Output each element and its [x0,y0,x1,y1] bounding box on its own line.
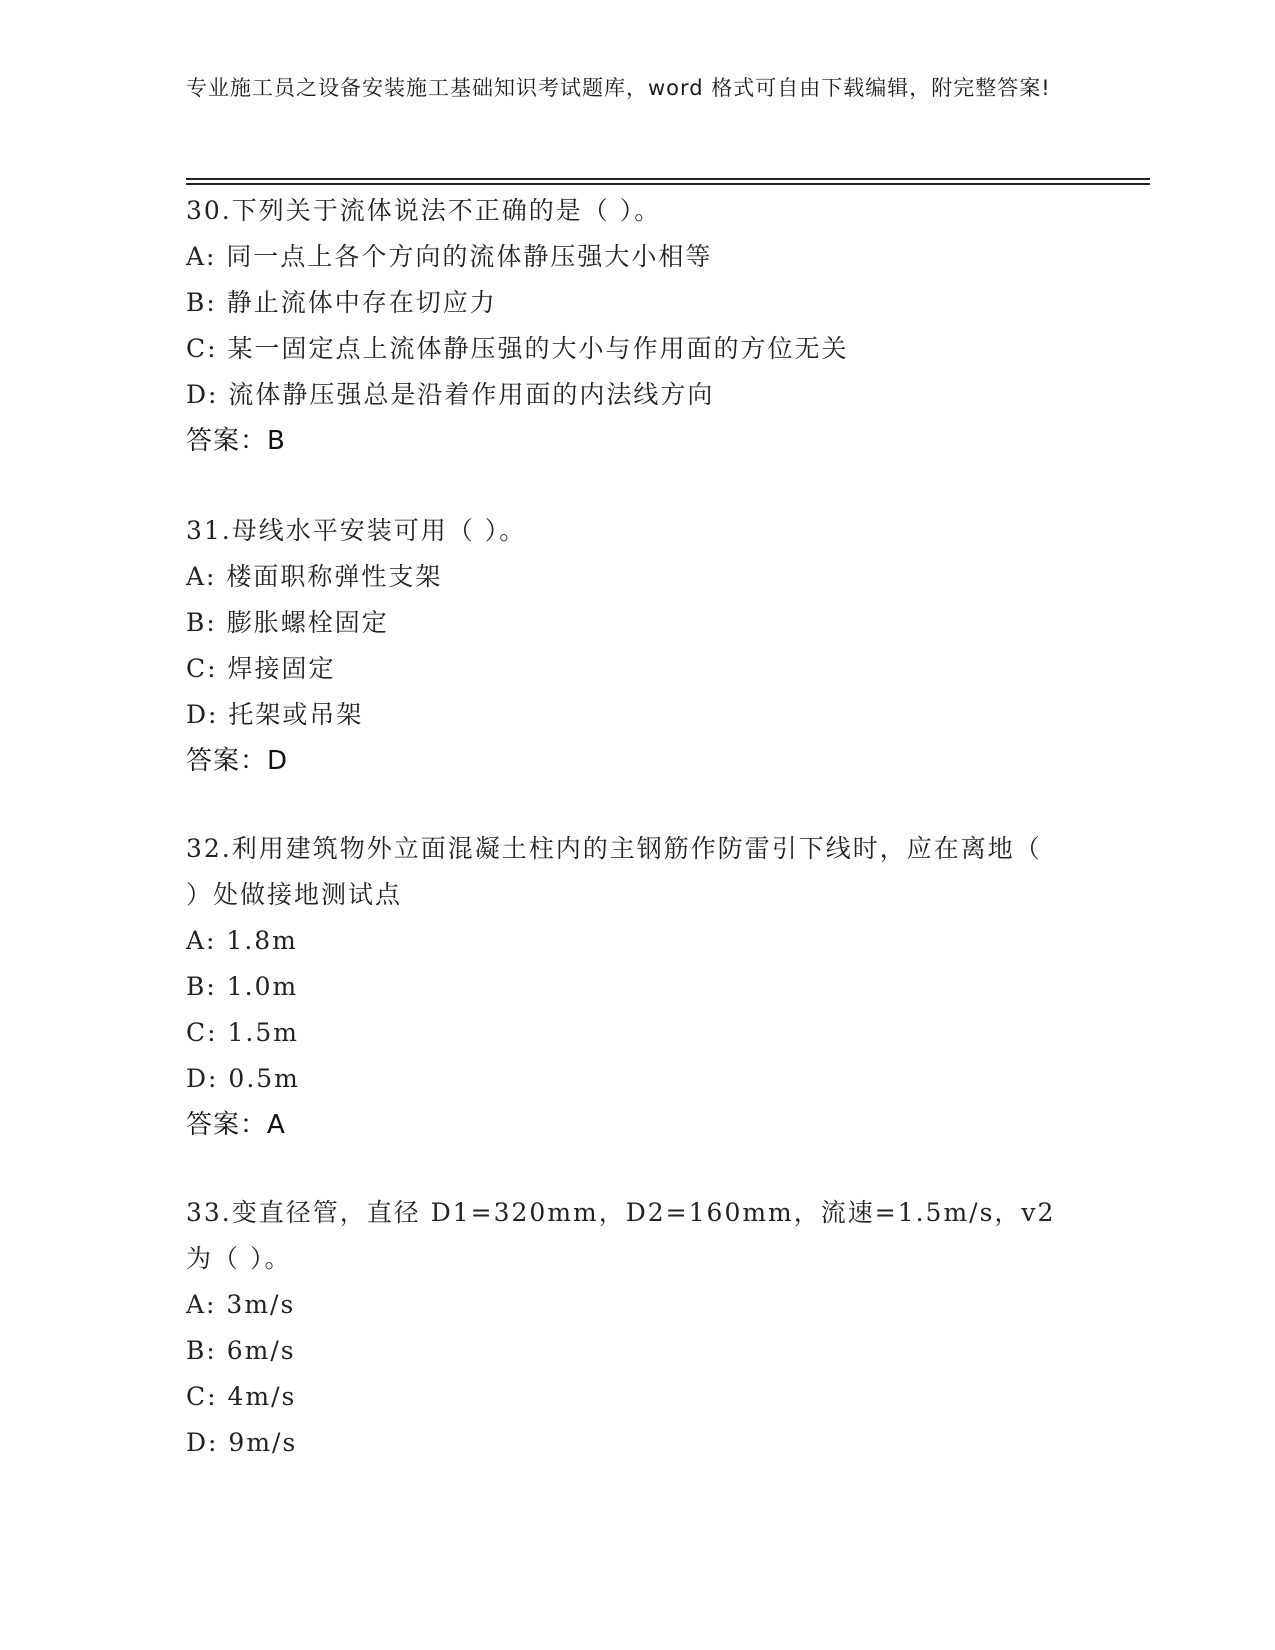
option-b: B: 6m/s [186,1336,296,1365]
option-c: C: 1.5m [186,1018,299,1047]
question-33 [186,1190,1086,1466]
option-c: C: 焊接固定 [186,654,336,683]
question-31 [186,508,1086,784]
option-d: D: 流体静压强总是沿着作用面的内法线方向 [186,380,715,409]
header-divider-bottom [186,183,1150,185]
document-header: 专业施工员之设备安装施工基础知识考试题库，word 格式可自由下载编辑，附完整答案! [186,76,1051,100]
answer-label: 答案：A [186,1110,286,1140]
option-d: D: 0.5m [186,1064,300,1093]
question-32 [186,826,1086,1148]
option-b: B: 1.0m [186,972,299,1001]
option-a: A: 同一点上各个方向的流体静压强大小相等 [186,242,713,271]
option-d: D: 9m/s [186,1428,298,1457]
option-b: B: 膨胀螺栓固定 [186,608,389,637]
answer-label: 答案：B [186,426,286,456]
option-a: A: 楼面职称弹性支架 [186,562,443,591]
header-divider-top [186,178,1150,180]
option-a: A: 1.8m [186,926,298,955]
option-c: C: 4m/s [186,1382,297,1411]
answer-label: 答案：D [186,746,289,776]
option-c: C: 某一固定点上流体静压强的大小与作用面的方位无关 [186,334,849,363]
question-stem: 30.下列关于流体说法不正确的是（ ）。 [186,196,662,225]
question-stem: 31.母线水平安装可用（ ）。 [186,516,527,545]
question-30 [186,188,1086,464]
question-stem: 32.利用建筑物外立面混凝土柱内的主钢筋作防雷引下线时，应在离地（ ）处做接地测试点 [186,834,1042,909]
option-b: B: 静止流体中存在切应力 [186,288,497,317]
option-d: D: 托架或吊架 [186,700,364,729]
question-stem: 33.变直径管，直径 D1=320mm，D2=160mm，流速=1.5m/s，v2 为（ ）。 [186,1198,1056,1273]
option-a: A: 3m/s [186,1290,296,1319]
